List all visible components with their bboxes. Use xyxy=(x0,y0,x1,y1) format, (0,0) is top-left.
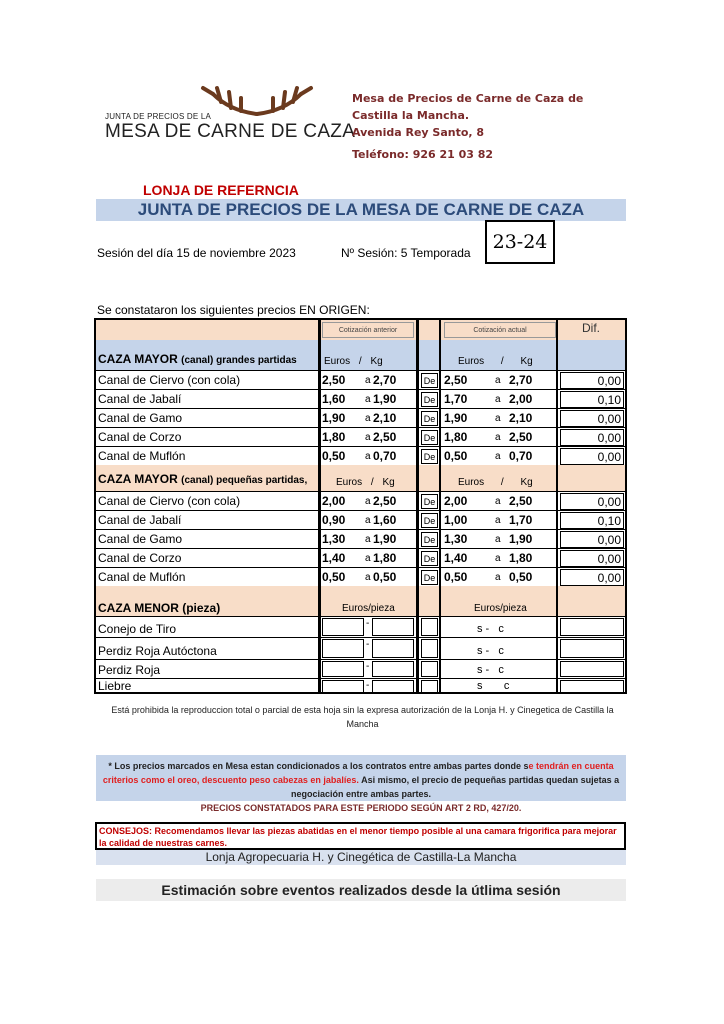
dif-value: 0,10 xyxy=(560,512,624,529)
word-a: a xyxy=(365,534,371,545)
address-line-3: Avenida Rey Santo, 8 xyxy=(352,126,485,139)
table-row xyxy=(96,548,625,567)
season-box: 23-24 xyxy=(485,220,555,264)
unit-mark: s - c xyxy=(477,645,504,657)
prev-from: 0,50 xyxy=(322,570,346,584)
curr-from: 2,50 xyxy=(444,373,468,387)
dif-box xyxy=(560,639,624,658)
dif-value: 0,00 xyxy=(560,569,624,586)
section-title: CAZA MENOR (pieza) xyxy=(98,601,221,615)
curr-from: 0,50 xyxy=(444,449,468,463)
product-name: Canal de Corzo xyxy=(98,551,182,565)
table-row xyxy=(96,616,625,637)
word-a: a xyxy=(495,413,501,424)
logo-title: MESA DE CARNE DE CAZA xyxy=(105,121,356,142)
price-box xyxy=(421,680,438,693)
word-a: a xyxy=(365,432,371,443)
prev-to: 1,80 xyxy=(373,551,397,565)
copyright-notice: Está prohibida la reproduccion total o parcial de esta hoja sin la expresa autorización de la Lonja H. y Cinegetica de Castilla la Mancha xyxy=(111,705,614,729)
dif-box xyxy=(560,661,624,677)
word-a: a xyxy=(495,375,501,386)
product-name: Canal de Gamo xyxy=(98,411,183,425)
page-title: JUNTA DE PRECIOS DE LA MESA DE CARNE DE CAZA xyxy=(96,199,626,221)
curr-to: 1,70 xyxy=(509,513,533,527)
column-divider xyxy=(416,320,419,692)
price-box xyxy=(322,618,364,636)
phone-text: Teléfono: 926 21 03 82 xyxy=(352,148,494,161)
price-box xyxy=(372,680,414,693)
dash: - xyxy=(366,661,370,672)
word-de: De xyxy=(421,430,438,445)
table-row xyxy=(96,510,625,529)
table-row xyxy=(96,491,625,510)
legal-basis-note: PRECIOS CONSTATADOS PARA ESTE PERIODO SEGÚN ART 2 RD, 427/20. xyxy=(200,803,522,813)
unit-prev: Euros / Kg xyxy=(324,356,383,367)
curr-from: 1,00 xyxy=(444,513,468,527)
antlers-logo-icon xyxy=(195,84,319,118)
product-name: Liebre xyxy=(98,679,132,693)
dif-value: 0,00 xyxy=(560,448,624,465)
product-name: Perdiz Roja Autóctona xyxy=(98,644,217,658)
column-divider xyxy=(318,320,321,692)
prev-from: 2,00 xyxy=(322,494,346,508)
curr-to: 1,90 xyxy=(509,532,533,546)
product-name: Canal de Muflón xyxy=(98,570,186,584)
price-box xyxy=(372,661,414,677)
unit-curr: Euros / Kg xyxy=(458,477,533,488)
constat-text: Se constataron los siguientes precios EN ORIGEN: xyxy=(97,303,370,317)
dif-value: 0,00 xyxy=(560,493,624,510)
advice-box: CONSEJOS: Recomendamos llevar las piezas abatidas en el menor tiempo posible al una camara frigorifica para mejorar la calidad de nuestras carnes. xyxy=(95,822,626,850)
curr-from: 0,50 xyxy=(444,570,468,584)
product-name: Conejo de Tiro xyxy=(98,622,177,636)
price-box xyxy=(372,639,414,658)
word-de: De xyxy=(421,570,438,585)
curr-to: 1,80 xyxy=(509,551,533,565)
prev-to: 0,70 xyxy=(373,449,397,463)
product-name: Canal de Gamo xyxy=(98,532,183,546)
unit-mark: s - c xyxy=(477,623,504,635)
word-de: De xyxy=(421,411,438,426)
prev-from: 0,90 xyxy=(322,513,346,527)
unit-prev: Euros/pieza xyxy=(342,603,395,614)
curr-to: 2,10 xyxy=(509,411,533,425)
product-name: Canal de Jabalí xyxy=(98,513,182,527)
session-date: Sesión del día 15 de noviembre 2023 xyxy=(97,246,296,260)
dif-value: 0,00 xyxy=(560,429,624,446)
price-box xyxy=(322,680,364,693)
word-de: De xyxy=(421,449,438,464)
prev-from: 2,50 xyxy=(322,373,346,387)
word-a: a xyxy=(495,572,501,583)
word-a: a xyxy=(365,413,371,424)
price-table xyxy=(94,318,627,694)
unit-prev: Euros / Kg xyxy=(336,477,395,488)
price-box xyxy=(322,661,364,677)
prev-from: 1,30 xyxy=(322,532,346,546)
column-divider xyxy=(439,320,441,692)
word-a: a xyxy=(495,515,501,526)
price-box xyxy=(322,639,364,658)
word-a: a xyxy=(495,553,501,564)
word-a: a xyxy=(365,553,371,564)
curr-from: 1,80 xyxy=(444,430,468,444)
prev-to: 1,90 xyxy=(373,392,397,406)
prev-to: 1,90 xyxy=(373,532,397,546)
product-name: Canal de Muflón xyxy=(98,449,186,463)
dash: - xyxy=(366,618,370,629)
word-a: a xyxy=(365,572,371,583)
dash: - xyxy=(366,639,370,650)
prev-from: 0,50 xyxy=(322,449,346,463)
table-row xyxy=(96,446,625,465)
header-dif: Dif. xyxy=(582,321,600,335)
table-row xyxy=(96,678,625,694)
product-name: Perdiz Roja xyxy=(98,663,161,677)
word-a: a xyxy=(495,534,501,545)
unit-curr: Euros / Kg xyxy=(458,356,533,367)
column-divider xyxy=(556,320,558,692)
curr-from: 1,30 xyxy=(444,532,468,546)
table-row xyxy=(96,659,625,678)
prev-from: 1,40 xyxy=(322,551,346,565)
word-de: De xyxy=(421,513,438,528)
prev-from: 1,60 xyxy=(322,392,346,406)
word-de: De xyxy=(421,494,438,509)
prev-from: 1,90 xyxy=(322,411,346,425)
table-row xyxy=(96,529,625,548)
curr-to: 2,50 xyxy=(509,494,533,508)
prev-to: 2,50 xyxy=(373,430,397,444)
word-a: a xyxy=(495,451,501,462)
address-line-2: Castilla la Mancha. xyxy=(352,109,470,122)
word-a: a xyxy=(365,451,371,462)
word-de: De xyxy=(421,551,438,566)
curr-from: 1,90 xyxy=(444,411,468,425)
dif-value: 0,10 xyxy=(560,391,624,408)
curr-from: 1,40 xyxy=(444,551,468,565)
price-box xyxy=(421,661,438,677)
prev-to: 2,50 xyxy=(373,494,397,508)
prev-to: 2,70 xyxy=(373,373,397,387)
word-de: De xyxy=(421,392,438,407)
table-row xyxy=(96,567,625,586)
word-a: a xyxy=(365,515,371,526)
prev-from: 1,80 xyxy=(322,430,346,444)
dif-value: 0,00 xyxy=(560,372,624,389)
curr-to: 2,00 xyxy=(509,392,533,406)
dash: - xyxy=(366,680,370,691)
price-box xyxy=(421,618,438,636)
dif-box xyxy=(560,680,624,693)
word-a: a xyxy=(495,496,501,507)
table-row xyxy=(96,389,625,408)
curr-to: 0,70 xyxy=(509,449,533,463)
word-a: a xyxy=(495,394,501,405)
lonja-title: LONJA DE REFERNCIA xyxy=(143,182,299,198)
product-name: Canal de Ciervo (con cola) xyxy=(98,494,241,508)
word-de: De xyxy=(421,373,438,388)
section-title: CAZA MAYOR (canal) grandes partidas xyxy=(98,352,297,366)
price-box xyxy=(421,639,438,658)
prev-to: 0,50 xyxy=(373,570,397,584)
curr-to: 2,50 xyxy=(509,430,533,444)
table-row xyxy=(96,427,625,446)
curr-to: 2,70 xyxy=(509,373,533,387)
unit-curr: Euros/pieza xyxy=(474,603,527,614)
product-name: Canal de Ciervo (con cola) xyxy=(98,373,241,387)
product-name: Canal de Jabalí xyxy=(98,392,182,406)
dif-value: 0,00 xyxy=(560,531,624,548)
curr-from: 1,70 xyxy=(444,392,468,406)
table-row xyxy=(96,637,625,659)
session-number: Nº Sesión: 5 Temporada xyxy=(341,246,471,260)
dif-box xyxy=(560,618,624,636)
estimation-heading: Estimación sobre eventos realizados desde la útlima sesión xyxy=(96,879,626,901)
table-row xyxy=(96,370,625,389)
dif-value: 0,00 xyxy=(560,410,624,427)
lonja-footer: Lonja Agropecuaria H. y Cinegética de Castilla-La Mancha xyxy=(96,850,626,865)
prev-to: 1,60 xyxy=(373,513,397,527)
curr-from: 2,00 xyxy=(444,494,468,508)
address-line-1: Mesa de Precios de Carne de Caza de xyxy=(352,92,584,105)
prev-to: 2,10 xyxy=(373,411,397,425)
unit-mark: s c xyxy=(477,680,510,692)
logo-small-text: JUNTA DE PRECIOS DE LA xyxy=(105,112,212,121)
word-a: a xyxy=(495,432,501,443)
unit-mark: s - c xyxy=(477,664,504,676)
word-a: a xyxy=(365,375,371,386)
product-name: Canal de Corzo xyxy=(98,430,182,444)
curr-to: 0,50 xyxy=(509,570,533,584)
header-curr: Cotización actual xyxy=(444,322,556,338)
word-de: De xyxy=(421,532,438,547)
table-row xyxy=(96,408,625,427)
price-box xyxy=(372,618,414,636)
price-conditions-note: * Los precios marcados en Mesa estan condicionados a los contratos entre ambas partes donde se tendrán en cuenta criterios como el oreo, descuento peso cabezas en jabalíes. Asi mismo, el precio de pequeñas partidas quedan sujetas a negociación entre ambas partes. xyxy=(96,755,626,801)
section-title: CAZA MAYOR (canal) pequeñas partidas, xyxy=(98,472,308,486)
header-prev: Cotización anterior xyxy=(322,322,414,338)
word-a: a xyxy=(365,496,371,507)
dif-value: 0,00 xyxy=(560,550,624,567)
word-a: a xyxy=(365,394,371,405)
